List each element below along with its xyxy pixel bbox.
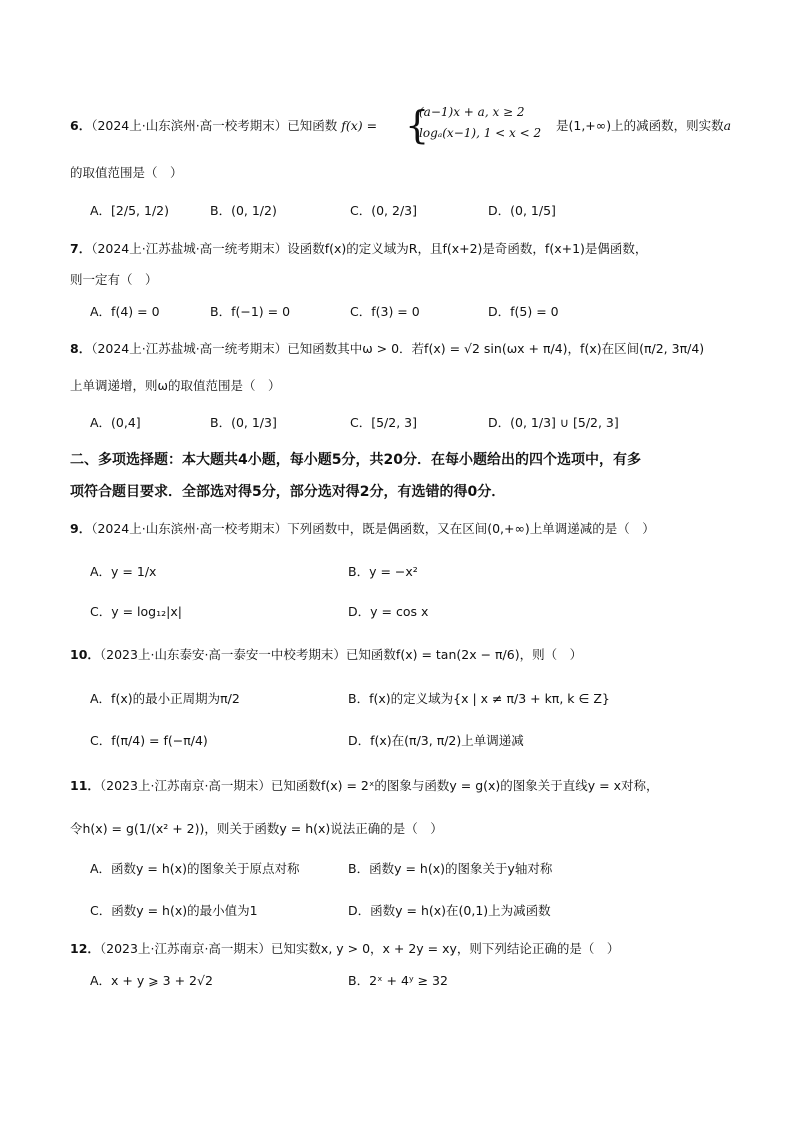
q7-stem: 设函数f(x)的定义域为R，且f(x+2)是奇函数，f(x+1)是偶函数， (287, 241, 648, 256)
q12-stem-line1 (70, 940, 619, 958)
q9-source: （2024上·山东滨州·高一校考期末） (91, 521, 288, 536)
q11-option-d: D．函数y = h(x)在(0,1)上为减函数 (348, 903, 551, 918)
section2-heading-line1: 二、多项选择题：本大题共4小题，每小题5分，共20分．在每小题给出的四个选项中，有多 (70, 452, 641, 468)
q7-option-d: D．f(5) = 0 (488, 304, 559, 319)
q6-brace: { (405, 103, 430, 147)
q6-stem-a: 已知函数 (287, 118, 338, 133)
section2-heading-line2: 项符合题目要求．全部选对得5分，部分选对得2分，有选错的得0分． (70, 484, 506, 500)
q7-stem-line1 (70, 240, 647, 258)
q12-source: （2023上·江苏南京·高一期末） (99, 941, 271, 956)
q8-source: （2024上·江苏盐城·高一统考期末） (91, 341, 288, 356)
q8-option-d: D．(0, 1/3] ∪ [5/2, 3] (488, 415, 619, 430)
q6-option-b: B．(0, 1/2) (210, 203, 277, 218)
q7-option-b: B．f(−1) = 0 (210, 304, 291, 319)
q11-stem-line2: 令h(x) = g(1/(x² + 2))，则关于函数y = h(x)说法正确的是（ ） (70, 821, 443, 836)
q6-option-c: C．(0, 2/3] (350, 203, 417, 218)
q12-option-a: A．x + y ⩾ 3 + 2√2 (90, 973, 213, 988)
q7-stem-line2: 则一定有（ ） (70, 272, 158, 287)
q6-source: （2024上·山东滨州·高一校考期末） (91, 118, 288, 133)
q6-stem-b (556, 117, 731, 135)
q11-option-a: A．函数y = h(x)的图象关于原点对称 (90, 861, 300, 876)
q7-label: 7． (70, 241, 92, 256)
q7-option-c: C．f(3) = 0 (350, 304, 420, 319)
q6-stem-line1 (70, 117, 377, 135)
q11-source: （2023上·江苏南京·高一期末） (99, 778, 271, 793)
q6-option-d: D．(0, 1/5] (488, 203, 556, 218)
q8-stem-line2: 上单调递增，则ω的取值范围是（ ） (70, 378, 281, 393)
q8-option-c: C．[5/2, 3] (350, 415, 417, 430)
q11-label: 11． (70, 778, 100, 793)
q8-label: 8． (70, 341, 92, 356)
q9-option-a: A．y = 1/x (90, 564, 157, 579)
q8-option-a: A．(0,4] (90, 415, 141, 430)
q6-stem-c: 的取值范围是（ ） (70, 165, 183, 180)
q11-stem: 已知函数f(x) = 2ˣ的图象与函数y = g(x)的图象关于直线y = x对称， (270, 778, 659, 793)
q6-label: 6． (70, 118, 92, 133)
q11-option-b: B．函数y = h(x)的图象关于y轴对称 (348, 861, 553, 876)
q12-stem: 已知实数x, y > 0，x + 2y = xy，则下列结论正确的是（ ） (270, 941, 620, 956)
q7-source: （2024上·江苏盐城·高一统考期末） (91, 241, 288, 256)
q9-option-b: B．y = −x² (348, 564, 418, 579)
q9-option-d: D．y = cos x (348, 604, 429, 619)
q10-option-d: D．f(x)在(π/3, π/2)上单调递减 (348, 733, 524, 748)
q6-case1: (a−1)x + a, x ≥ 2 (419, 105, 525, 119)
q10-source: （2023上·山东泰安·高一泰安一中校考期末） (99, 647, 346, 662)
q10-label: 10． (70, 647, 100, 662)
q9-stem-line1 (70, 520, 655, 538)
q9-label: 9． (70, 521, 92, 536)
q9-stem: 下列函数中，既是偶函数，又在区间(0,+∞)上单调递减的是（ ） (287, 521, 655, 536)
q6-var: a (723, 118, 732, 133)
q8-stem: 已知函数其中ω > 0．若f(x) = √2 sin(ωx + π/4)，f(x)在区间(π/2, 3π/4) (287, 341, 705, 356)
q10-stem-line1 (70, 646, 582, 664)
q10-option-b: B．f(x)的定义域为{x | x ≠ π/3 + kπ, k ∈ Z} (348, 691, 610, 706)
q8-stem-line1 (70, 340, 704, 358)
q8-option-b: B．(0, 1/3] (210, 415, 277, 430)
q12-label: 12． (70, 941, 100, 956)
q11-stem-line1 (70, 777, 659, 795)
q7-option-a: A．f(4) = 0 (90, 304, 160, 319)
q9-option-c: C．y = log₁₂|x| (90, 604, 182, 619)
q6-fx: f(x) = (341, 118, 378, 133)
q6-option-a: A．[2/5, 1/2) (90, 203, 169, 218)
q6-case2: logₐ(x−1), 1 < x < 2 (419, 126, 542, 140)
q10-option-c: C．f(π/4) = f(−π/4) (90, 733, 208, 748)
q10-stem: 已知函数f(x) = tan(2x − π/6)，则（ ） (345, 647, 583, 662)
q11-option-c: C．函数y = h(x)的最小值为1 (90, 903, 258, 918)
q12-option-b: B．2ˣ + 4ʸ ≥ 32 (348, 973, 448, 988)
q6-stem-b-text: 是(1,+∞)上的减函数，则实数 (556, 118, 724, 133)
q10-option-a: A．f(x)的最小正周期为π/2 (90, 691, 240, 706)
